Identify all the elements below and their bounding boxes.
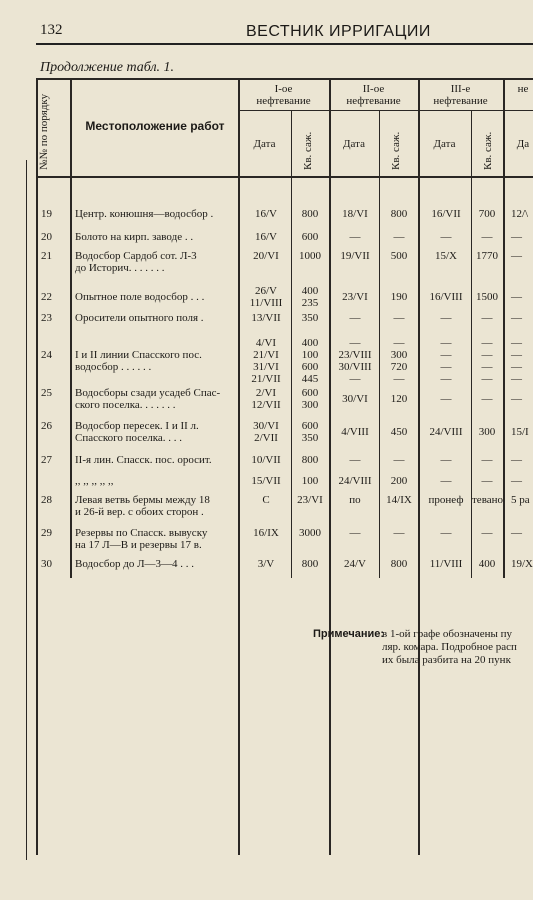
date4-cell (505, 291, 533, 303)
vol1-cell-line: 300 (301, 399, 319, 411)
location-cell (75, 475, 237, 487)
date4-cell (505, 208, 533, 220)
date3-cell (420, 208, 472, 220)
date1-cell (240, 387, 292, 411)
vol2-cell-line: 450 (390, 426, 408, 438)
date1-cell-line: 2/VI (255, 387, 277, 399)
vol1-cell (292, 312, 328, 324)
date4-cell (505, 475, 533, 487)
group-title-line: I-ое (274, 83, 293, 95)
date3-cell (420, 393, 472, 405)
location-cell (75, 208, 237, 220)
date3-cell-line: — (440, 527, 452, 539)
location-cell (75, 420, 237, 444)
date2-cell-line: — (349, 337, 361, 349)
location-cell (75, 349, 237, 373)
vol1-cell-line: 600 (301, 361, 319, 373)
page-number: 132 (40, 22, 63, 38)
date2-cell-line: по (349, 494, 361, 506)
date1-cell (240, 208, 292, 220)
date4-cell-line: — (511, 373, 522, 385)
date4-cell (505, 231, 533, 243)
date3-cell (420, 231, 472, 243)
date4-cell-line: 19/X (511, 558, 533, 570)
vol1-cell-line: 445 (301, 373, 319, 385)
location-cell (75, 231, 237, 243)
vol3-cell-line: 700 (478, 208, 496, 220)
date2-cell-line: 30/VI (342, 393, 368, 405)
vol2-cell-line: 500 (390, 250, 408, 262)
row-number: 26 (41, 420, 52, 432)
date2-cell (330, 250, 380, 262)
date2-cell (330, 312, 380, 324)
date2-cell (330, 231, 380, 243)
vol3-cell-line: — (481, 337, 493, 349)
location-cell (75, 494, 237, 518)
vol3-cell-line: 300 (478, 426, 496, 438)
date-header: Дата (343, 138, 365, 150)
row-number: 23 (41, 312, 52, 324)
date3-cell (420, 337, 472, 385)
date2-cell-line: 18/VI (342, 208, 368, 220)
vol1-cell (292, 420, 328, 444)
note-label: Примечание: (313, 628, 385, 640)
date2-cell-line: 19/VII (340, 250, 370, 262)
date4-cell-line: — (511, 312, 522, 324)
date1-cell-line: 16/IX (253, 527, 279, 539)
group-title-line: нефтевание (433, 95, 488, 107)
date3-cell (420, 250, 472, 262)
date2-cell-line: 23/VI (342, 291, 368, 303)
date4-cell (505, 494, 533, 506)
row-number: 24 (41, 349, 52, 361)
vol2-cell-line: 300 (390, 349, 408, 361)
date2-cell-line: — (349, 373, 361, 385)
vol1-cell-line: 800 (301, 454, 319, 466)
date2-cell-line: 4/VIII (341, 426, 369, 438)
vol2-cell (380, 393, 418, 405)
vol2-cell-line: 800 (390, 208, 408, 220)
vol1-cell-line: 800 (301, 558, 319, 570)
date4-cell-line: 12/\ (511, 208, 529, 220)
location-cell-line: Резервы по Спасск. вывуску (75, 527, 208, 539)
vol1-cell-line: 600 (301, 387, 319, 399)
date4-cell-line: — (511, 231, 522, 243)
date1-cell-line: 16/V (255, 231, 277, 243)
vol3-cell-line: — (481, 231, 493, 243)
vol1-cell-line: 800 (301, 208, 319, 220)
location-cell-line: Спасского поселка. . . . (75, 432, 183, 444)
vol2-cell (380, 250, 418, 262)
vol2-cell (380, 208, 418, 220)
vol2-cell (380, 494, 418, 506)
date1-cell-line: 11/VIII (249, 297, 283, 309)
date3-cell-line: 24/VIII (429, 426, 463, 438)
vol3-cell-line: 1770 (476, 250, 498, 262)
date3-cell-line: — (440, 393, 452, 405)
date3-cell (420, 558, 472, 570)
col-order-header: №№ по порядку (38, 93, 50, 170)
date4-cell-line: — (511, 527, 522, 539)
date-header: Дата (253, 138, 276, 150)
vol3-cell (472, 558, 502, 570)
row-number: 25 (41, 387, 52, 399)
note-line: ляр. комара. Подробное расп (382, 641, 517, 653)
date1-cell (240, 250, 292, 262)
date3-cell (420, 312, 472, 324)
vol3-cell-line: — (481, 361, 493, 373)
group-title (418, 83, 503, 107)
date2-cell (330, 337, 380, 385)
vol3-cell-line: — (481, 393, 493, 405)
row-number: 21 (41, 250, 52, 262)
row-number: 22 (41, 291, 52, 303)
location-cell-line: до Историч. . . . . . . (75, 262, 165, 274)
date3-cell-line: 15/X (435, 250, 457, 262)
date1-cell (240, 420, 292, 444)
date2-cell (330, 475, 380, 487)
vol3-cell (472, 250, 502, 262)
vol2-cell-line: 800 (390, 558, 408, 570)
location-cell-line: Центр. конюшня—водосбор . (75, 208, 214, 220)
date3-cell (420, 291, 472, 303)
date3-cell-line: 16/VIII (429, 291, 463, 303)
group-title-line: III-е (450, 83, 471, 95)
date1-cell (240, 475, 292, 487)
vol1-cell-line: 100 (301, 349, 319, 361)
vol2-cell (380, 426, 418, 438)
group-title-rule (238, 110, 533, 111)
location-cell-line: Водосборы сзади усадеб Спас- (75, 387, 221, 399)
date4-cell-line: — (511, 291, 522, 303)
note-text (382, 628, 533, 667)
group1-divider (329, 78, 331, 855)
date2-cell-line: 30/VIII (338, 361, 372, 373)
location-cell-line: Опытное поле водосбор . . . (75, 291, 205, 303)
date3-cell (420, 454, 472, 466)
vol1-cell (292, 231, 328, 243)
date4-cell (505, 426, 533, 438)
date4-cell-line: — (511, 454, 522, 466)
location-cell (75, 387, 237, 411)
location-cell-line: Болото на кирп. заводе . . (75, 231, 194, 243)
vol2-cell-line: — (393, 231, 405, 243)
location-cell-line: Водосбор Сардоб сот. Л-3 (75, 250, 197, 262)
date1-cell-line: 30/VI (253, 420, 279, 432)
group-title-line: не (517, 83, 529, 95)
vol3-cell (472, 312, 502, 324)
date1-cell (240, 558, 292, 570)
vol2-cell-line: — (393, 312, 405, 324)
date3-cell-line: — (440, 373, 452, 385)
date2-cell (330, 208, 380, 220)
vol1-cell (292, 527, 328, 539)
vol2-cell (380, 231, 418, 243)
location-cell (75, 250, 237, 274)
vol3-cell (472, 527, 502, 539)
date2-cell-line: 24/VIII (338, 475, 372, 487)
date3-cell-line: — (440, 361, 452, 373)
group-title-line: нефтевание (346, 95, 401, 107)
vol3-cell-line: — (481, 373, 493, 385)
date1-cell-line: 31/VI (253, 361, 279, 373)
date3-cell (420, 475, 472, 487)
vol3-cell (472, 494, 502, 506)
date4-cell (505, 454, 533, 466)
location-cell-line: на 17 Л—В и резервы 17 в. (75, 539, 202, 551)
vol1-cell (292, 337, 328, 385)
date3-cell (420, 527, 472, 539)
vol1-cell (292, 558, 328, 570)
location-cell-line: I и II линии Спасского пос. (75, 349, 202, 361)
vol3-cell-line: — (481, 527, 493, 539)
location-cell (75, 291, 237, 303)
date4-cell-line: — (511, 337, 522, 349)
date3-cell-line: пронеф (428, 494, 464, 506)
col-location-divider (238, 78, 240, 855)
vol1-cell (292, 454, 328, 466)
date2-cell-line: — (349, 527, 361, 539)
location-cell-line: Водосбор пересек. I и II л. (75, 420, 199, 432)
vol3-cell-line: — (481, 454, 493, 466)
location-cell-line: Водосбор до Л—3—4 . . . (75, 558, 195, 570)
volume-header: Кв. саж. (302, 131, 314, 170)
date3-cell-line: — (440, 475, 452, 487)
location-cell-line: Оросители опытного поля . (75, 312, 204, 324)
date4-cell (505, 527, 533, 539)
group-title-line: II-ое (362, 83, 385, 95)
vol2-cell-line: — (393, 454, 405, 466)
date4-cell-line: — (511, 349, 522, 361)
date1-cell (240, 337, 292, 385)
table-continuation-caption: Продолжение табл. 1. (40, 60, 175, 75)
vol2-cell (380, 312, 418, 324)
vol1-cell-line: 1000 (299, 250, 321, 262)
date1-cell (240, 285, 292, 309)
date2-cell-line: 23/VIII (338, 349, 372, 361)
date1-cell-line: С (262, 494, 270, 506)
vol1-cell-line: 600 (301, 420, 319, 432)
date2-cell (330, 291, 380, 303)
col-location-header: Местоположение работ (85, 119, 225, 133)
date4-cell (505, 250, 533, 262)
row-number: 28 (41, 494, 52, 506)
vol2-cell (380, 527, 418, 539)
vol3-cell-line: — (481, 475, 493, 487)
row-number: 29 (41, 527, 52, 539)
vol3-cell (472, 291, 502, 303)
note-line: их была разбита на 20 пунк (382, 654, 511, 666)
header-bottom-rule (36, 176, 533, 178)
date4-cell-line: — (511, 475, 522, 487)
date4-cell-line: — (511, 250, 522, 262)
date2-cell (330, 558, 380, 570)
date1-cell-line: 3/V (257, 558, 275, 570)
vol1-cell (292, 208, 328, 220)
group2-divider (418, 78, 420, 855)
date4-cell (505, 337, 533, 385)
group-title-line: нефтевание (256, 95, 311, 107)
row-number: 27 (41, 454, 52, 466)
col-order-divider (70, 78, 72, 578)
row-number: 30 (41, 558, 52, 570)
date2-cell (330, 393, 380, 405)
location-cell-line: Левая ветвь бермы между 18 (75, 494, 210, 506)
date-header: Да (516, 138, 530, 150)
date1-cell-line: 13/VII (251, 312, 281, 324)
date3-cell-line: 11/VIII (429, 558, 463, 570)
date3-cell-line: — (440, 337, 452, 349)
date2-cell-line: 24/V (344, 558, 366, 570)
date3-cell (420, 494, 472, 506)
vol3-cell (472, 426, 502, 438)
vol3-cell (472, 208, 502, 220)
table-left-border (36, 78, 38, 855)
vol1-cell-line: 400 (301, 285, 319, 297)
date1-cell-line: 20/VI (253, 250, 279, 262)
vol2-cell-line: — (393, 527, 405, 539)
date1-cell-line: 4/VI (255, 337, 277, 349)
row-number: 19 (41, 208, 52, 220)
vol1-cell-line: 3000 (299, 527, 321, 539)
date2-cell (330, 454, 380, 466)
date2-cell-line: — (349, 231, 361, 243)
location-cell (75, 454, 237, 466)
date1-cell-line: 16/V (255, 208, 277, 220)
date3-cell-line: — (440, 454, 452, 466)
vol1-cell-line: 400 (301, 337, 319, 349)
vol1-cell-line: 350 (301, 312, 319, 324)
location-cell-line: ского поселка. . . . . . . (75, 399, 176, 411)
vol2-cell-line: — (393, 337, 405, 349)
date1-cell-line: 21/VI (253, 349, 279, 361)
vol1-cell (292, 285, 328, 309)
location-cell-line: и 26-й вер. с обоих сторон . (75, 506, 204, 518)
page-gutter-rule (26, 160, 27, 860)
location-cell-line: водосбор . . . . . . (75, 361, 152, 373)
vol3-cell (472, 337, 502, 385)
vol3-cell (472, 475, 502, 487)
vol2-cell-line: 190 (390, 291, 408, 303)
vol1-cell (292, 387, 328, 411)
row-number: 20 (41, 231, 52, 243)
vol3-cell (472, 231, 502, 243)
date4-cell-line: — (511, 393, 522, 405)
location-cell (75, 527, 237, 551)
vol2-cell (380, 454, 418, 466)
vol2-cell-line: 720 (390, 361, 408, 373)
vol1-cell-line: 235 (301, 297, 319, 309)
date1-cell-line: 10/VII (251, 454, 281, 466)
table-top-rule (36, 78, 533, 80)
date3-cell-line: — (440, 312, 452, 324)
vol1-cell-line: 600 (301, 231, 319, 243)
vol2-cell (380, 337, 418, 385)
location-cell (75, 312, 237, 324)
date1-cell (240, 454, 292, 466)
date1-cell (240, 231, 292, 243)
location-cell-line: II-я лин. Спасск. пос. оросит. (75, 454, 212, 466)
vol1-cell (292, 250, 328, 262)
date1-cell (240, 494, 292, 506)
date2-cell (330, 494, 380, 506)
date4-cell (505, 312, 533, 324)
date1-cell-line: 12/VII (251, 399, 281, 411)
date1-cell-line: 26/V (255, 285, 277, 297)
date-header: Дата (433, 138, 456, 150)
date3-cell-line: 16/VII (431, 208, 461, 220)
vol1-cell (292, 494, 328, 506)
date1-cell-line: 21/VII (251, 373, 281, 385)
vol1-cell-line: 100 (301, 475, 319, 487)
volume-header: Кв. саж. (390, 131, 402, 170)
date3-cell-line: — (440, 349, 452, 361)
vol1-cell (292, 475, 328, 487)
date2-cell (330, 426, 380, 438)
vol3-cell-line: тевано (472, 494, 504, 506)
date3-cell-line: — (440, 231, 452, 243)
vol3-cell-line: 400 (478, 558, 496, 570)
vol1-cell-line: 23/VI (297, 494, 323, 506)
date1-cell (240, 527, 292, 539)
date2-cell (330, 527, 380, 539)
vol3-cell (472, 393, 502, 405)
date4-cell-line: — (511, 361, 522, 373)
vol2-cell-line: 14/IX (386, 494, 412, 506)
vol2-cell-line: 120 (390, 393, 408, 405)
group-title (503, 83, 533, 95)
journal-title: ВЕСТНИК ИРРИГАЦИИ (246, 23, 431, 40)
vol3-cell-line: — (481, 349, 493, 361)
group-title (329, 83, 418, 107)
date4-cell (505, 558, 533, 570)
date4-cell (505, 393, 533, 405)
date4-cell-line: 15/I (511, 426, 529, 438)
vol3-cell-line: — (481, 312, 493, 324)
date1-cell-line: 15/VII (251, 475, 281, 487)
vol3-cell (472, 454, 502, 466)
date3-cell (420, 426, 472, 438)
vol2-cell-line: 200 (390, 475, 408, 487)
location-cell (75, 558, 237, 570)
vol2-cell-line: — (393, 373, 405, 385)
date2-cell-line: — (349, 312, 361, 324)
volume-header: Кв. саж. (482, 131, 494, 170)
vol1-cell-line: 350 (301, 432, 319, 444)
vol2-cell (380, 558, 418, 570)
location-cell-line: ,, ,, ,, ,, ,, (75, 475, 114, 487)
header-rule (36, 43, 533, 45)
date1-cell-line: 2/VII (254, 432, 278, 444)
date2-cell-line: — (349, 454, 361, 466)
vol2-cell (380, 475, 418, 487)
note-line: в 1-ой графе обозначены пу (382, 628, 512, 640)
vol3-cell-line: 1500 (476, 291, 498, 303)
date4-cell-line: 5 ра (511, 494, 530, 506)
vol2-cell (380, 291, 418, 303)
group-title (238, 83, 329, 107)
date1-cell (240, 312, 292, 324)
